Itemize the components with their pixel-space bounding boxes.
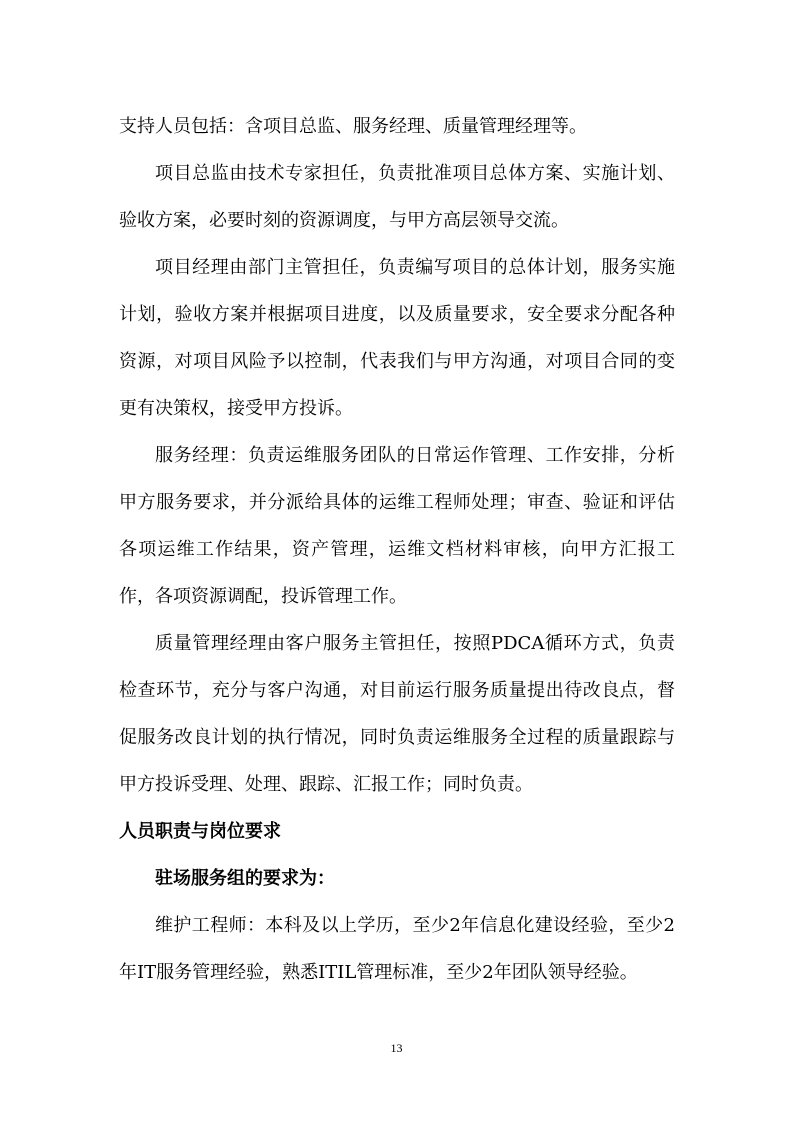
subsection-heading: 驻场服务组的要求为： [155,868,335,889]
paragraph-service-manager: 服务经理：负责运维服务团队的日常运作管理、工作安排，分析甲方服务要求，并分派给具体的运维工程师处理；审查、验证和评估各项运维工作结果，资产管理，运维文档材料审核，向甲方汇报工作，各项资源调配，投诉管理工作。 [119,445,675,607]
paragraph-quality-manager: 质量管理经理由客户服务主管担任，按照PDCA循环方式，负责检查环节，充分与客户沟通，对目前运行服务质量提出待改良点，督促服务改良计划的执行情况，同时负责运维服务全过程的质量跟踪与甲方投诉受理、处理、跟踪、汇报工作；同时负责。 [119,633,675,795]
document-body [119,103,675,996]
paragraph-maintenance-engineer: 维护工程师：本科及以上学历，至少2年信息化建设经验，至少2年IT服务管理经验，熟悉ITIL管理标准，至少2年团队领导经验。 [119,915,675,983]
section-heading: 人员职责与岗位要求 [119,821,281,842]
paragraph-project-manager: 项目经理由部门主管担任，负责编写项目的总体计划，服务实施计划，验收方案并根据项目进度，以及质量要求，安全要求分配各种资源，对项目风险予以控制，代表我们与甲方沟通，对项目合同的变更有决策权，接受甲方投诉。 [119,257,675,419]
paragraph-project-director: 项目总监由技术专家担任，负责批准项目总体方案、实施计划、验收方案，必要时刻的资源调度，与甲方高层领导交流。 [119,163,675,231]
paragraph-support-staff: 支持人员包括：含项目总监、服务经理、质量管理经理等。 [119,116,587,137]
page-number: 13 [390,1041,403,1055]
